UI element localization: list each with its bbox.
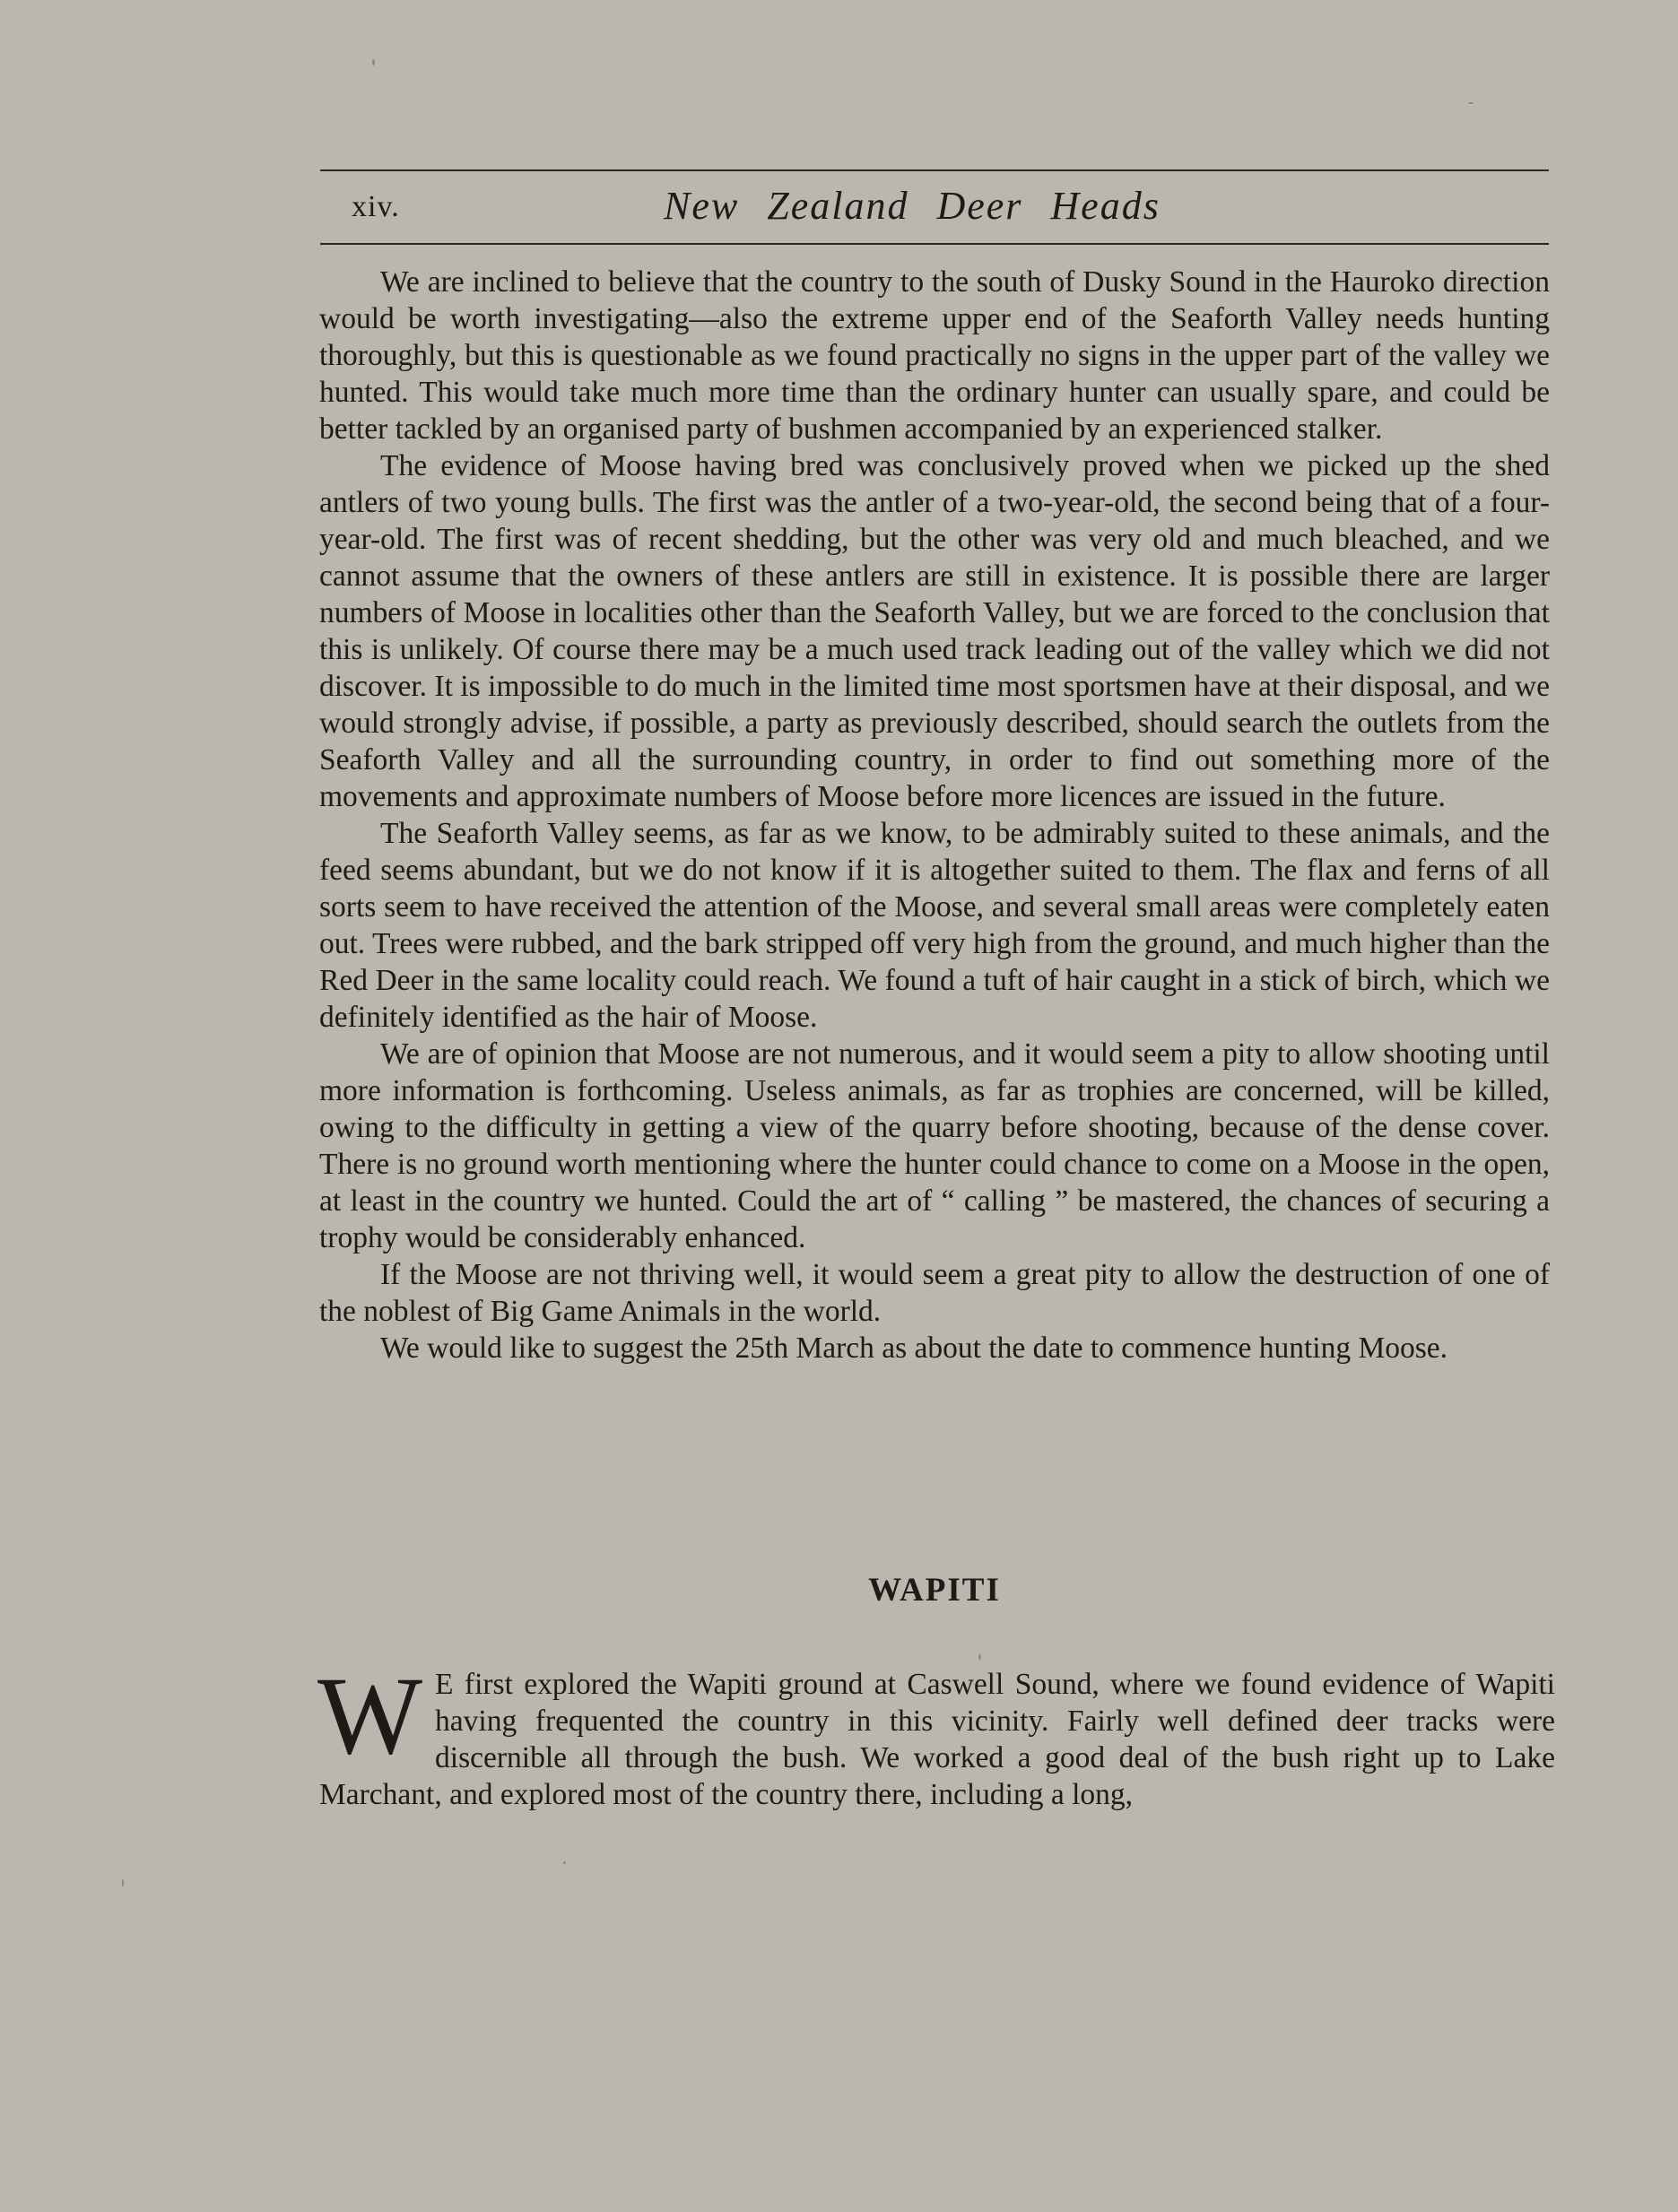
section-heading: WAPITI: [868, 1572, 1001, 1609]
paragraph: We would like to suggest the 25th March as about the date to commence hunting Moose.: [380, 1332, 1448, 1365]
header-bottom-rule: [320, 243, 1549, 245]
paper-speck: [978, 1654, 981, 1660]
header-top-rule: [320, 169, 1549, 171]
paragraph: We are of opinion that Moose are not numerous, and it would seem a pity to allow shooting until more information is forthcoming. Useless animals, as far as trophies are concerned, will be killed, owing to the difficulty in getting a view of the quarry before shooting, because of the dense cover. There is no ground worth mentioning where the hunter could chance to come on a Moose in the open, at least in the country we hunted. Could the art of “ calling ” be mastered, the chances of securing a trophy would be considerably enhanced.: [319, 1037, 1550, 1254]
drop-cap: W: [317, 1654, 423, 1777]
page-number: xiv.: [352, 190, 400, 223]
wapiti-text: E first explored the Wapiti ground at Caswell Sound, where we found evidence of Wapiti having frequented the country in this vicinity. Fairly well defined deer tracks were discernible all through the bush. We worked a good deal of the bush right up to Lake Marchant, and explored most of the country there, including a long,: [319, 1668, 1555, 1811]
paper-speck: [563, 1861, 566, 1864]
paragraph: If the Moose are not thriving well, it would seem a great pity to allow the destruction of one of the noblest of Big Game Animals in the world.: [319, 1258, 1550, 1328]
paper-speck: [1468, 102, 1474, 104]
body-text: [319, 264, 1550, 1366]
paper-speck: [122, 1878, 124, 1887]
paper-speck: [372, 59, 375, 65]
wapiti-section: [317, 1654, 1555, 1813]
running-title: New Zealand Deer Heads: [664, 184, 1161, 228]
paragraph: The Seaforth Valley seems, as far as we know, to be admirably suited to these animals, and the feed seems abundant, but we do not know if it is altogether suited to them. The flax and ferns of all sorts seem to have received the attention of the Moose, and several small areas were completely eaten out. Trees were rubbed, and the bark stripped off very high from the ground, and much higher than the Red Deer in the same locality could reach. We found a tuft of hair caught in a stick of birch, which we definitely identified as the hair of Moose.: [319, 817, 1550, 1034]
paragraph: The evidence of Moose having bred was conclusively proved when we picked up the shed antlers of two young bulls. The first was the antler of a two-year-old, the second being that of a four-year-old. The first was of recent shedding, but the other was very old and much bleached, and we cannot assume that the owners of these antlers are still in existence. It is possible there are larger numbers of Moose in localities other than the Seaforth Valley, but we are forced to the conclusion that this is unlikely. Of course there may be a much used track leading out of the valley which we did not discover. It is impossible to do much in the limited time most sportsmen have at their disposal, and we would strongly advise, if possible, a party as previously described, should search the outlets from the Seaforth Valley and all the surrounding country, in order to find out something more of the movements and approximate numbers of Moose before more licences are issued in the future.: [319, 449, 1550, 813]
wapiti-paragraph: [317, 1654, 1555, 1813]
paragraph: We are inclined to believe that the country to the south of Dusky Sound in the Hauroko direction would be worth investigating—also the extreme upper end of the Seaforth Valley needs hunting thoroughly, but this is questionable as we found practically no signs in the upper part of the valley we hunted. This would take much more time than the ordinary hunter can usually spare, and could be better tackled by an organised party of bushmen accompanied by an experienced stalker.: [319, 265, 1550, 446]
